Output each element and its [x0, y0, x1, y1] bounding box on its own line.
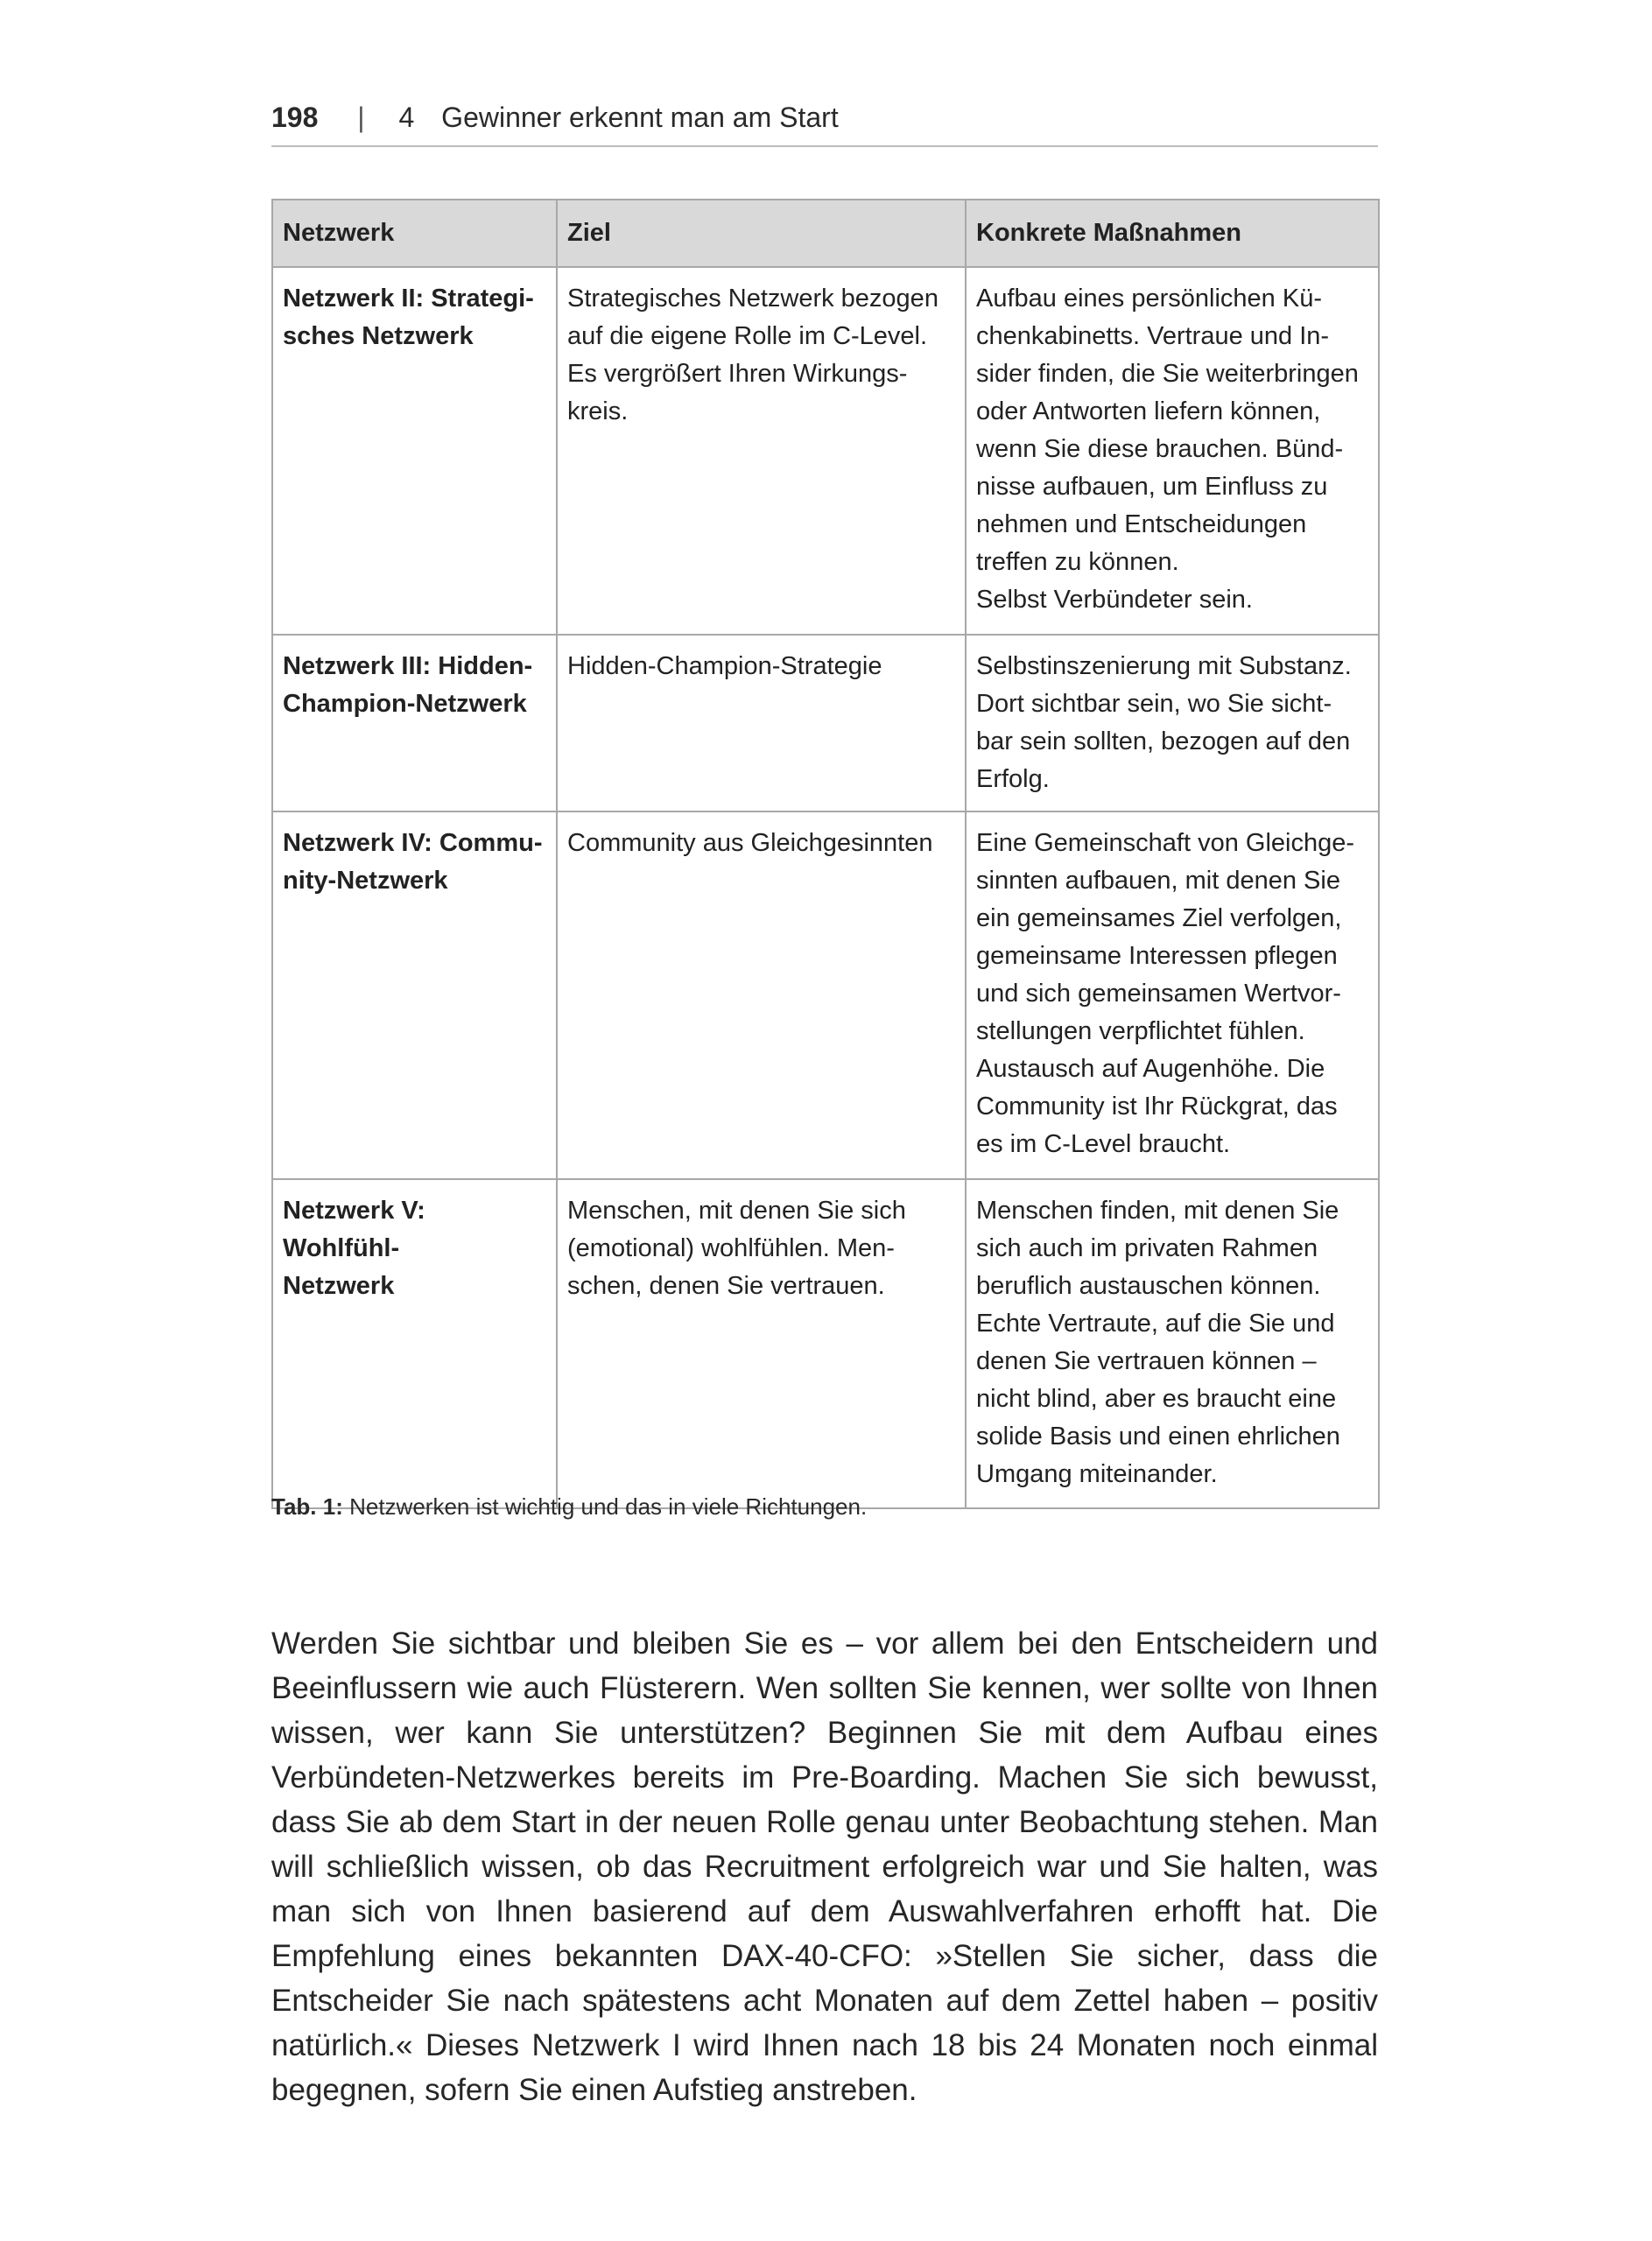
cell-text: Netzwerk III: Hidden- Champion-Netzwerk — [283, 652, 533, 718]
cell-text: Netzwerk II: Strategi- sches Netzwerk — [283, 285, 534, 350]
cell-ziel — [557, 811, 966, 1179]
cell-text: Netzwerk IV: Commu- nity-Netzwerk — [283, 829, 543, 895]
network-table — [271, 199, 1380, 1509]
cell-massnahmen — [966, 267, 1379, 635]
cell-massnahmen — [966, 811, 1379, 1179]
cell-text: Community aus Gleichgesinnten — [567, 829, 933, 857]
table-row — [272, 635, 1379, 811]
table-row — [272, 267, 1379, 635]
cell-text: Aufbau eines persönlichen Kü- chenkabinetts. Vertraue und In- sider finden, die Sie weiterbringen oder Antworten liefern können, wenn Sie diese brauchen. Bünd- nisse aufbauen, um Einfluss zu nehmen und Entscheidungen treffen zu können. Selbst Verbündeter sein. — [976, 285, 1359, 614]
caption-label: Tab. 1: — [271, 1493, 343, 1520]
cell-massnahmen — [966, 635, 1379, 811]
cell-text: Menschen finden, mit denen Sie sich auch im privaten Rahmen beruflich austauschen können. Echte Vertraute, auf die Sie und denen Sie vertrauen können – nicht blind, aber es braucht eine solide Basis und einen ehrlichen Umgang miteinander. — [976, 1197, 1340, 1488]
page-number: 198 — [271, 102, 319, 133]
table-row — [272, 1179, 1379, 1508]
cell-ziel — [557, 267, 966, 635]
cell-ziel — [557, 1179, 966, 1508]
cell-netzwerk — [272, 635, 557, 811]
cell-text: Strategisches Netzwerk bezogen auf die eigene Rolle im C-Level. Es vergrößert Ihren Wirkungs- kreis. — [567, 285, 938, 425]
running-header — [271, 98, 1378, 147]
table-row — [272, 811, 1379, 1179]
cell-text: Hidden-Champion-Strategie — [567, 652, 882, 680]
column-header-netzwerk: Netzwerk — [272, 200, 557, 267]
cell-text: Netzwerk V: Wohlfühl- Netzwerk — [283, 1197, 425, 1300]
chapter-number: 4 — [398, 102, 415, 133]
cell-ziel — [557, 635, 966, 811]
header-separator: | — [357, 102, 365, 133]
column-header-massnahmen: Konkrete Maßnahmen — [966, 200, 1379, 267]
caption-text: Netzwerken ist wichtig und das in viele Richtungen. — [349, 1493, 868, 1520]
cell-netzwerk — [272, 1179, 557, 1508]
cell-netzwerk — [272, 267, 557, 635]
table-caption — [271, 1491, 867, 1522]
cell-text: Menschen, mit denen Sie sich (emotional) wohlfühlen. Men- schen, denen Sie vertrauen. — [567, 1197, 906, 1300]
cell-text: Eine Gemeinschaft von Gleichge- sinnten aufbauen, mit denen Sie ein gemeinsames Ziel verfolgen, gemeinsame Interessen pflegen und sich gemeinsamen Wertvor- stellungen verpflichtet fühlen. Austausch auf Augenhöhe. Die Community ist Ihr Rückgrat, das es im C-Level braucht. — [976, 829, 1354, 1158]
cell-text: Selbstinszenierung mit Substanz. Dort sichtbar sein, wo Sie sicht- bar sein sollten, bezogen auf den Erfolg. — [976, 652, 1352, 793]
cell-massnahmen — [966, 1179, 1379, 1508]
body-paragraph: Werden Sie sichtbar und bleiben Sie es – vor allem bei den Entscheidern und Beeinflussern wie auch Flüsterern. Wen sollten Sie kennen, wer sollte von Ihnen wissen, wer kann Sie unterstützen? Beginnen Sie mit dem Aufbau eines Verbündeten-Netzwerkes bereits im Pre-Boarding. Machen Sie sich bewusst, dass Sie ab dem Start in der neuen Rolle genau unter Beobachtung stehen. Man will schließlich wissen, ob das Recruitment erfolgreich war und Sie halten, was man sich von Ihnen basierend auf dem Auswahlverfahren erhofft hat. Die Empfehlung eines bekannten DAX-40-CFO: »Stellen Sie sicher, dass die Entscheider Sie nach spätestens acht Monaten auf dem Zettel haben – positiv natürlich.« Dieses Netzwerk I wird Ihnen nach 18 bis 24 Monaten noch einmal begegnen, sofern Sie einen Aufstieg anstreben. — [271, 1626, 1378, 2107]
column-header-ziel: Ziel — [557, 200, 966, 267]
cell-netzwerk — [272, 811, 557, 1179]
table-header-row — [272, 200, 1379, 267]
chapter-title: Gewinner erkennt man am Start — [441, 102, 839, 133]
